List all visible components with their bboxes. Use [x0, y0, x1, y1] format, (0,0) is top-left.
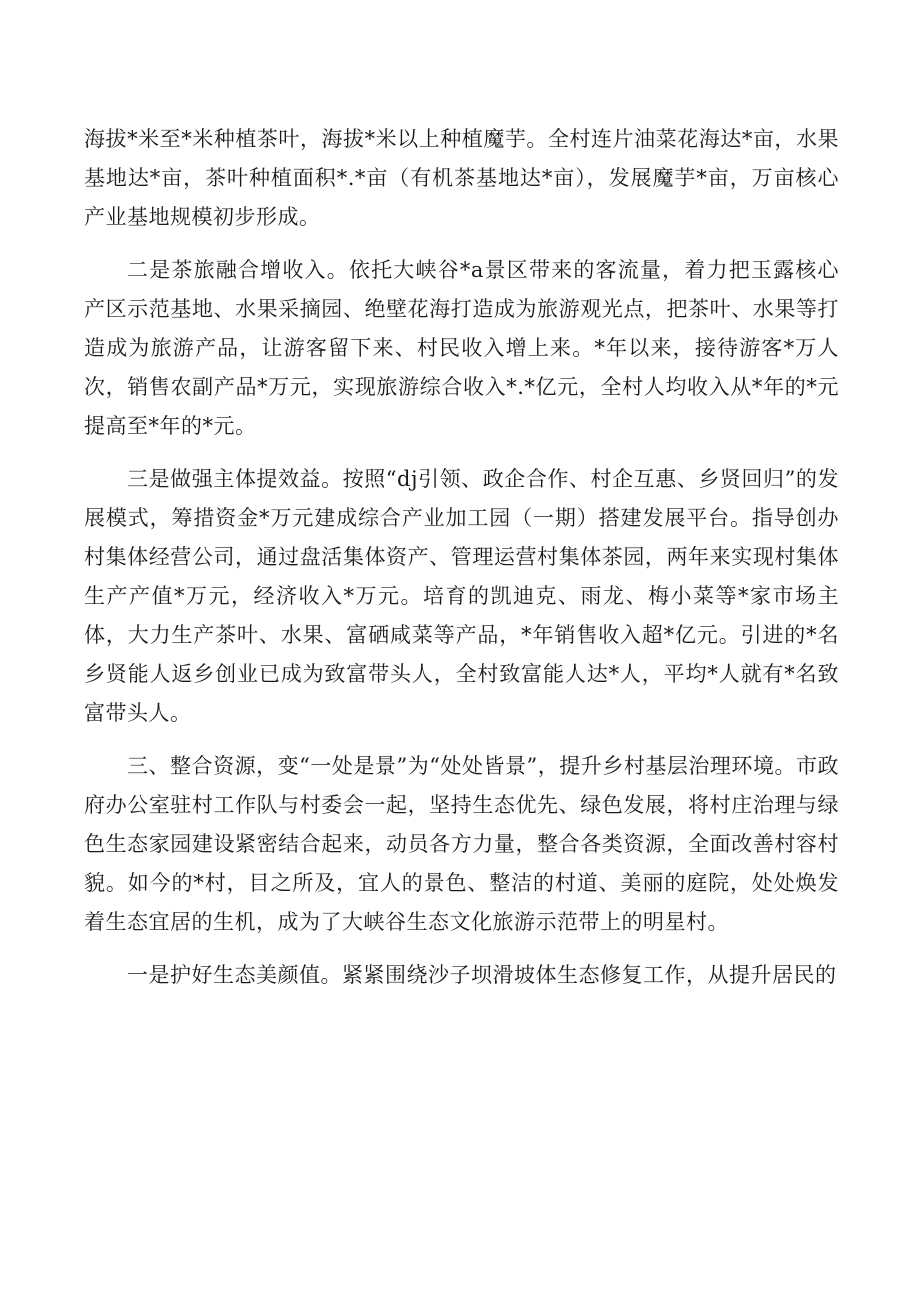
paragraph-strengthen-entities: 三是做强主体提效益。按照“dj引领、政企合作、村企互惠、乡贤回归”的发展模式，筹措资金*万元建成综合产业加工园（一期）搭建发展平台。指导创办村集体经营公司，通过盘活集体资产、管理运营村集体茶园，两年来实现村集体生产产值*万元，经济收入*万元。培育的凯迪克、雨龙、梅小菜等*家市场主体，大力生产茶叶、水果、富硒咸菜等产品，*年销售收入超*亿元。引进的*名乡贤能人返乡创业已成为致富带头人，全村致富能人达*人，平均*人就有*名致富带头人。	[84, 467, 839, 725]
paragraph-integrate-resources: 三、整合资源，变“一处是景”为“处处皆景”，提升乡村基层治理环境。市政府办公室驻村工作队与村委会一起，坚持生态优先、绿色发展，将村庄治理与绿色生态家园建设紧密结合起来，动员各方力量，整合各类资源，全面改善村容村貌。如今的*村，目之所及，宜人的景色、整洁的村道、美丽的庭院，处处焕发着生态宜居的生机，成为了大峡谷生态文化旅游示范带上的明星村。	[84, 754, 839, 934]
paragraph-tea-tourism: 二是茶旅融合增收入。依托大峡谷*a景区带来的客流量，着力把玉露核心产区示范基地、水果采摘园、绝壁花海打造成为旅游观光点，把茶叶、水果等打造成为旅游产品，让游客留下来、村民收入增上来。*年以来，接待游客*万人次，销售农副产品*万元，实现旅游综合收入*.*亿元，全村人均收入从*年的*元提高至*年的*元。	[84, 258, 839, 438]
paragraph-ecology: 一是护好生态美颜值。紧紧围绕沙子坝滑坡体生态修复工作，从提升居民的	[127, 963, 837, 987]
paragraph-industry-base: 海拔*米至*米种植茶叶，海拔*米以上种植魔芋。全村连片油菜花海达*亩，水果基地达*亩，茶叶种植面积*.*亩（有机茶基地达*亩），发展魔芋*亩，万亩核心产业基地规模初步形成。	[84, 127, 839, 229]
document-body	[84, 120, 839, 995]
